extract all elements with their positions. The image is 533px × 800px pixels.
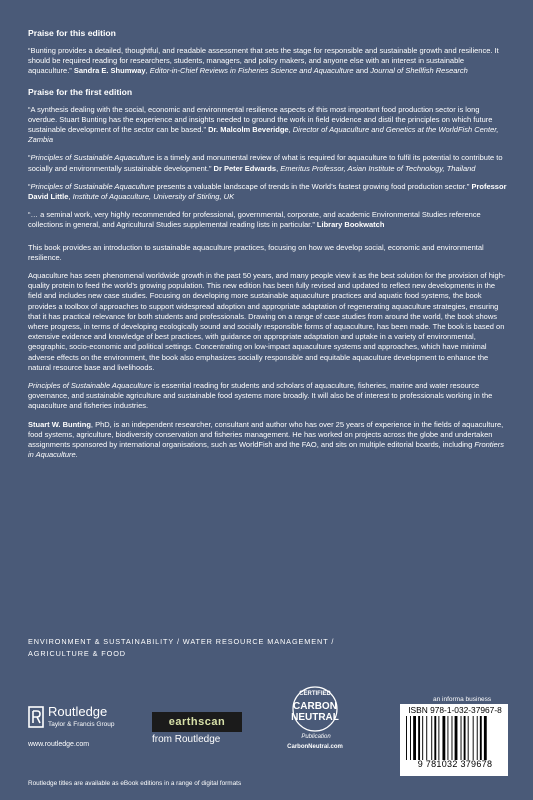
barcode-bar [455,716,458,760]
barcode-bar [406,716,407,760]
barcode-digits: 9 781032 379678 [417,759,493,769]
barcode-bar [452,716,453,760]
barcode-bar [484,716,487,760]
barcode-bar [418,716,420,760]
description-paragraph: Aquaculture has seen phenomenal worldwide growth in the past 50 years, and many people view it as the best solution for the provision of high-quality protein to feed the world’s growing population. This new edition has been fully revised and updated to reflect new developments in the field and includes new case studies. Focusing on developing more sustainable aquaculture practices and aquatic food systems, the book provides a toolbox of approaches to support widespread adoption and appropriate adaptation of regenerating aquaculture strategies, ensuring that it has practical relevance for both students and professionals. Drawing on a range of case studies from around the world, the book shows where progress, in terms of developing ecologically sound and socially responsible forms of aquaculture, has been made. The book is based on extensive evidence and knowledge of best practices, with guidance on appropriate adaptation and uptake in a variety of environmental, geographic, socio-economic and political settings. Concentrating on low-impact aquaculture systems and approaches, which have minimal adverse effects on the environment, the book also emphasizes socially responsible and equitable aquaculture development to enhance the natural resource base and livelihoods. [28,271,506,372]
barcode-bar [447,716,448,760]
audience-paragraph: Principles of Sustainable Aquaculture is essential reading for students and scholars of aquaculture, fisheries, marine and water resource governance, and sustainable agriculture and sustainable food systems more broadly. It will also be of interest to professionals working in the aquaculture and fisheries industries. [28,381,493,411]
barcode-bar [480,716,482,760]
cn-top: CERTIFIED [299,691,331,697]
author-bio: Stuart W. Bunting, PhD, is an independent researcher, consultant and author who has over 25 years of experience in the fields of aquaculture, food systems, agriculture, biodiversity conservation and fisheries management. He has worked on projects across the globe and undertaken assignments sponsored by international organisations, such as WorldFish and the FAO, and sits on multiple editorial boards, including Frontiers in Aquaculture. [28,419,504,460]
quote-edwards: “Principles of Sustainable Aquaculture is a timely and monumental review of what is required for aquaculture to fulfil its potential to contribute to socially and environmentally sustainable development.” Dr Peter Edwards, Emeritus Professor, Asian Institute of Technology, Thailand [28,153,503,173]
ebook-note: Routledge titles are available as eBook editions in a range of digital formats [28,780,242,787]
barcode-bar [426,716,427,760]
carbon-neutral-url: CarbonNeutral.com [287,744,343,750]
barcode-bar [477,716,478,760]
barcode-bar [431,716,432,760]
cn-mid1: CARBON [293,701,337,712]
barcode-icon [404,716,504,760]
praise-first-heading: Praise for the first edition [28,86,133,97]
quote-shumway: “Bunting provides a detailed, thoughtful, and readable assessment that sets the stage for responsible and sustainable growth and resilience. It should be required reading for researchers, students, managers, and policy makers, and anyone else with an interest in sustainable aquaculture.” Sandra E. Shumway, Editor-in-Chief Reviews in Fisheries Science and Aquaculture and Journal of Shellfish Research [28,46,499,76]
cover-text [28,28,508,469]
quote-little: “Principles of Sustainable Aquaculture presents a valuable landscape of trends in the World’s fastest growing food production sector.” Professor David Little, Institute of Aquaculture, University of Stirling, UK [28,181,507,202]
barcode-bar [438,716,439,760]
barcode-bar [473,716,474,760]
routledge-logo-icon [28,706,44,728]
cn-mid2: NEUTRAL [291,712,339,723]
barcode-bar [434,716,436,760]
barcode-bar [468,716,469,760]
intro-paragraph: This book provides an introduction to sustainable aquaculture practices, focusing on how we develop social, economic and environmental resilience. [28,242,484,262]
barcode-bar [422,716,423,760]
barcode-bar [461,716,462,760]
quote-beveridge: “A synthesis dealing with the social, economic and environmental resilience aspects of this most important food production sector is long overdue. Stuart Bunting has the experience and insights needed to ground the work in field evidence and distil the principles on which future sustainable development of the sector can be based.” Dr. Malcolm Beveridge, Director of Aquaculture and Genetics at the WorldFish Center, Zambia [28,104,499,145]
quote-bookwatch: “… a seminal work, very highly recommended for professional, governmental, corporate, and academic Environmental Studies reference collections in general, and Agricultural Studies supplemental reading lists in particular.” Library Bookwatch [28,210,481,230]
routledge-subtitle: Taylor & Francis Group [48,721,115,728]
barcode-bar [442,716,445,760]
barcode-bar [464,716,466,760]
earthscan-logo: earthscan [152,712,242,732]
informa-tagline: an informa business [433,696,492,703]
earthscan-subtitle: from Routledge [152,734,221,745]
routledge-url: www.routledge.com [28,741,90,748]
barcode-bar [410,716,411,760]
routledge-name: Routledge [48,704,108,719]
barcode-bar [413,716,416,760]
subject-categories: ENVIRONMENT & SUSTAINABILITY / WATER RESOURCE MANAGEMENT / AGRICULTURE & FOOD [28,637,335,658]
isbn-number: ISBN 978-1-032-37967-8 [408,705,502,715]
praise-this-heading: Praise for this edition [28,28,116,38]
carbon-neutral-publication: Publication [301,734,331,740]
